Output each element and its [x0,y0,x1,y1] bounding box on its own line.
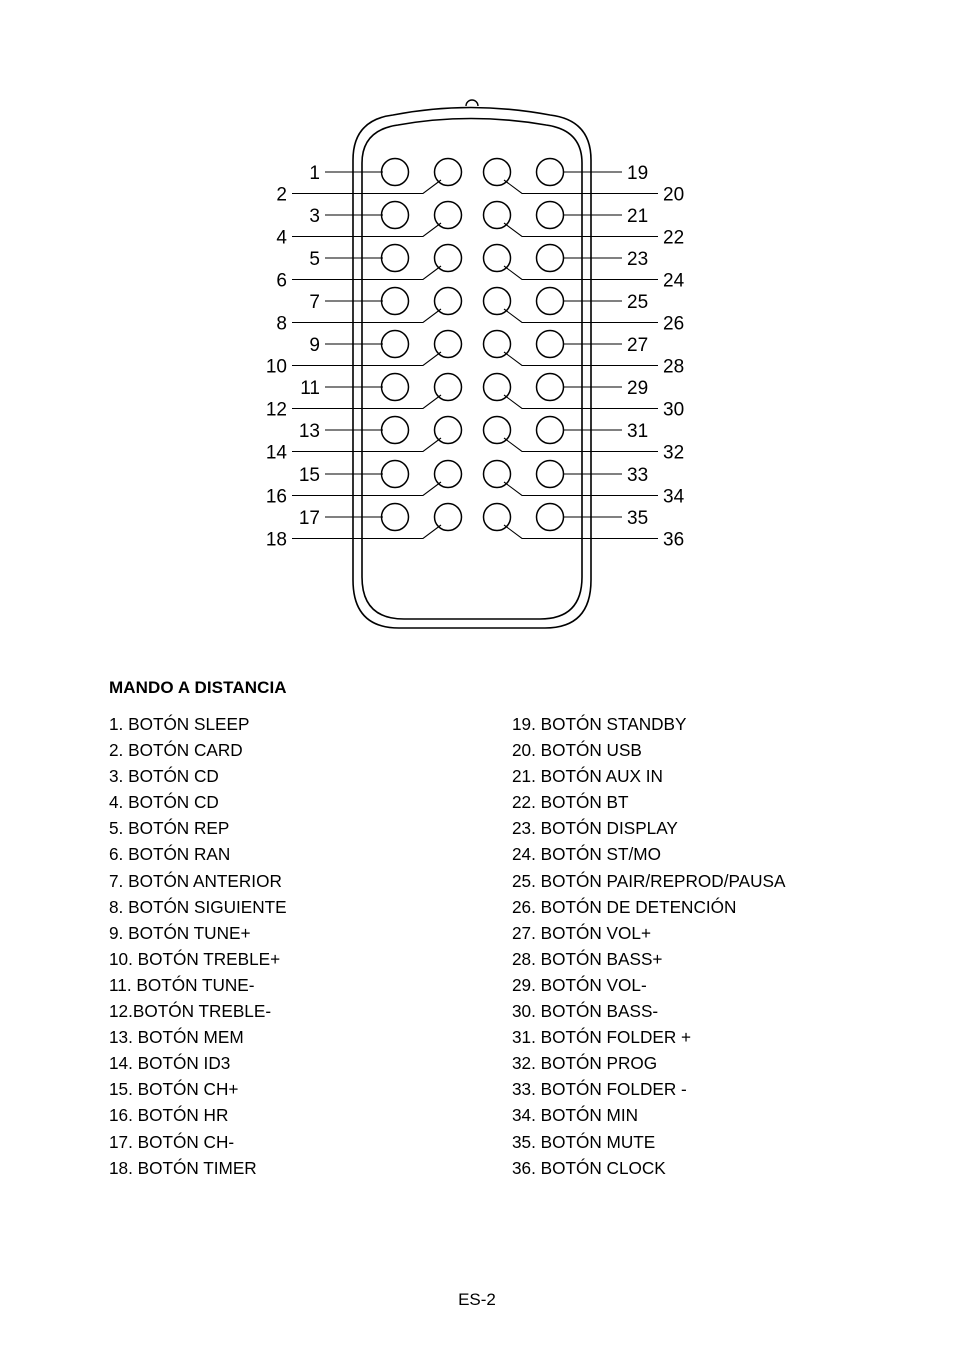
remote-button-r6-c1 [382,374,409,401]
list-item: 28. BOTÓN BASS+ [512,948,663,969]
callout-label: 4 [276,227,287,249]
callout-label: 21 [627,206,649,227]
list-item: 5. BOTÓN REP [109,818,230,839]
callout-label: 30 [663,399,685,421]
remote-button-r9-c1 [382,504,409,531]
remote-button-r2-c1 [382,202,409,229]
list-item: 34. BOTÓN MIN [512,1105,639,1126]
remote-button-r2-c4 [537,202,564,229]
callout-label: 5 [309,249,320,270]
remote-body-outer [353,108,591,629]
list-item: 14. BOTÓN ID3 [109,1053,231,1074]
remote-button-r1-c4 [537,159,564,186]
callout-label: 24 [663,270,685,292]
remote-button-r8-c4 [537,461,564,488]
remote-control-diagram [0,0,954,660]
list-item: 20. BOTÓN USB [512,740,642,761]
remote-button-r7-c1 [382,417,409,444]
callout-label: 19 [627,163,649,184]
list-item: 17. BOTÓN CH- [109,1131,235,1152]
callout-label: 12 [265,399,287,421]
list-item: 16. BOTÓN HR [109,1105,229,1126]
list-item: 4. BOTÓN CD [109,792,219,813]
callout-label: 18 [265,529,287,551]
remote-button-r1-c1 [382,159,409,186]
callout-label: 33 [627,465,649,486]
callout-label: 15 [298,465,320,486]
list-item: 35. BOTÓN MUTE [512,1131,656,1152]
list-item: 3. BOTÓN CD [109,766,219,787]
list-item: 19. BOTÓN STANDBY [512,714,687,734]
callout-label: 7 [309,292,320,313]
list-item: 33. BOTÓN FOLDER - [512,1079,687,1100]
list-item: 21. BOTÓN AUX IN [512,766,663,787]
list-item: 29. BOTÓN VOL- [512,974,647,995]
callout-label: 8 [276,313,287,335]
list-item: 1. BOTÓN SLEEP [109,714,250,734]
callout-label: 31 [627,421,649,442]
callout-label: 14 [265,442,287,464]
list-item: 2. BOTÓN CARD [109,740,243,761]
list-item: 27. BOTÓN VOL+ [512,922,651,943]
list-item: 12.BOTÓN TREBLE- [109,1001,272,1022]
callout-label: 16 [265,486,287,508]
list-item: 11. BOTÓN TUNE- [109,974,255,995]
list-item: 25. BOTÓN PAIR/REPROD/PAUSA [512,870,786,891]
remote-button-r7-c4 [537,417,564,444]
list-item: 26. BOTÓN DE DETENCIÓN [512,896,737,917]
list-item: 13. BOTÓN MEM [109,1027,244,1048]
remote-button-r3-c1 [382,245,409,272]
remote-ir-nub [466,100,478,106]
callout-label: 35 [627,508,649,529]
button-list-left [109,713,287,1183]
callout-label: 9 [309,335,320,356]
callout-label: 2 [276,184,287,206]
page-number: ES-2 [458,1290,496,1309]
callout-label: 10 [265,356,287,378]
remote-button-r4-c4 [537,288,564,315]
callout-label: 13 [298,421,320,442]
callout-label: 29 [627,378,649,399]
list-item: 6. BOTÓN RAN [109,844,231,865]
callout-label: 32 [663,442,685,464]
list-item: 23. BOTÓN DISPLAY [512,818,678,839]
button-list-right [512,713,785,1183]
callout-label: 1 [309,163,320,184]
callout-label: 34 [663,486,685,508]
callout-label: 11 [300,378,320,399]
remote-button-r3-c4 [537,245,564,272]
list-item: 30. BOTÓN BASS- [512,1001,659,1022]
callout-label: 6 [276,270,287,292]
list-item: 22. BOTÓN BT [512,792,629,813]
remote-button-r5-c4 [537,331,564,358]
callout-label: 36 [663,529,685,551]
callout-label: 17 [298,508,320,529]
list-item: 9. BOTÓN TUNE+ [109,922,251,943]
list-item: 7. BOTÓN ANTERIOR [109,870,282,891]
callout-label: 27 [627,335,649,356]
remote-button-r5-c1 [382,331,409,358]
callout-label: 26 [663,313,685,335]
list-item: 31. BOTÓN FOLDER + [512,1027,692,1048]
callout-label: 25 [627,292,649,313]
remote-button-r8-c1 [382,461,409,488]
list-item: 32. BOTÓN PROG [512,1053,658,1074]
callout-label: 28 [663,356,685,378]
remote-button-r4-c1 [382,288,409,315]
callout-label: 23 [627,249,649,270]
remote-button-r6-c4 [537,374,564,401]
list-item: 18. BOTÓN TIMER [109,1157,257,1178]
callout-label: 22 [663,227,685,249]
callout-label: 20 [663,184,685,206]
section-title: MANDO A DISTANCIA [109,678,287,697]
list-item: 15. BOTÓN CH+ [109,1079,239,1100]
list-item: 36. BOTÓN CLOCK [512,1157,666,1178]
callout-label: 3 [309,206,320,227]
list-item: 24. BOTÓN ST/MO [512,844,661,865]
remote-button-r9-c4 [537,504,564,531]
list-item: 10. BOTÓN TREBLE+ [109,948,281,969]
list-item: 8. BOTÓN SIGUIENTE [109,896,287,917]
